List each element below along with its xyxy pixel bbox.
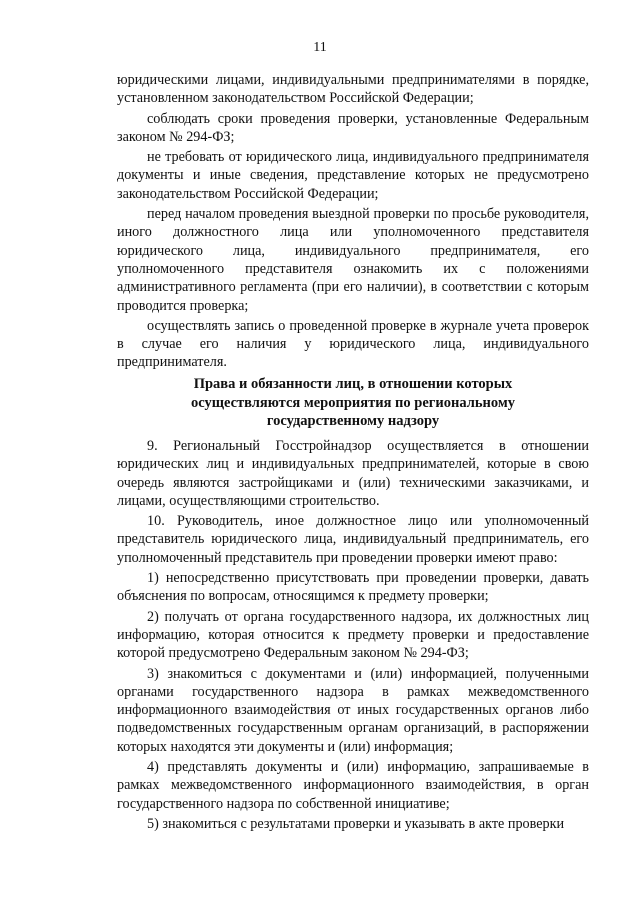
paragraph: перед началом проведения выездной проверки по просьбе руководителя, иного должностного лица или уполномоченного представителя юридического лица, индивидуального предпринимателя, его уполномоченного представителя ознакомить их с положениями административного регламента (при его наличии), в соответствии с которым проводится проверка;	[117, 206, 589, 314]
paragraph: юридическими лицами, индивидуальными предпринимателями в порядке, установленном законодательством Российской Федерации;	[117, 72, 589, 107]
paragraph: 5) знакомиться с результатами проверки и указывать в акте проверки	[147, 815, 565, 832]
page-number: 11	[313, 40, 327, 55]
paragraph: 2) получать от органа государственного надзора, их должностных лиц информацию, которая относится к предмету проверки и предоставление которой предусмотрено Федеральным законом № 294-ФЗ;	[117, 608, 589, 662]
paragraph: 1) непосредственно присутствовать при проведении проверки, давать объяснения по вопросам, относящимся к предмету проверки;	[117, 570, 589, 605]
top-text-block	[117, 71, 589, 372]
bottom-text-block	[117, 437, 589, 833]
paragraph: 10. Руководитель, иное должностное лицо или уполномоченный представитель юридического лица, индивидуальный предприниматель, его уполномоченный представитель при проведении проверки имеют право:	[117, 513, 589, 566]
paragraph: соблюдать сроки проведения проверки, установленные Федеральным законом № 294-ФЗ;	[117, 110, 589, 145]
heading-line: государственному надзору	[266, 413, 440, 429]
heading-line: Права и обязанности лиц, в отношении которых	[193, 376, 513, 392]
paragraph: 4) представлять документы и (или) информацию, запрашиваемые в рамках межведомственного информационного взаимодействия, в орган государственного надзора по собственной инициативе;	[117, 759, 589, 812]
paragraph: 3) знакомиться с документами и (или) информацией, полученными органами государственного надзора в рамках межведомственного информационного взаимодействия от иных государственных органов либо подведомственных государственным органам организаций, в распоряжении которых находятся эти документы и (или) информация;	[117, 665, 589, 755]
paragraph: не требовать от юридического лица, индивидуального предпринимателя документы и иные сведения, представление которых не предусмотрено законодательством Российской Федерации;	[117, 149, 589, 202]
paragraph: осуществлять запись о проведенной проверке в журнале учета проверок в случае его наличия у юридического лица, индивидуального предпринимателя.	[117, 317, 589, 371]
heading-line: осуществляются мероприятия по региональному	[191, 394, 515, 411]
paragraph: 9. Региональный Госстройнадзор осуществляется в отношении юридических лиц и индивидуальных предпринимателей, которые в свою очередь являются застройщиками и (или) техническими заказчиками, и лицами, осуществляющими строительство.	[117, 438, 589, 509]
section-heading	[117, 375, 589, 431]
